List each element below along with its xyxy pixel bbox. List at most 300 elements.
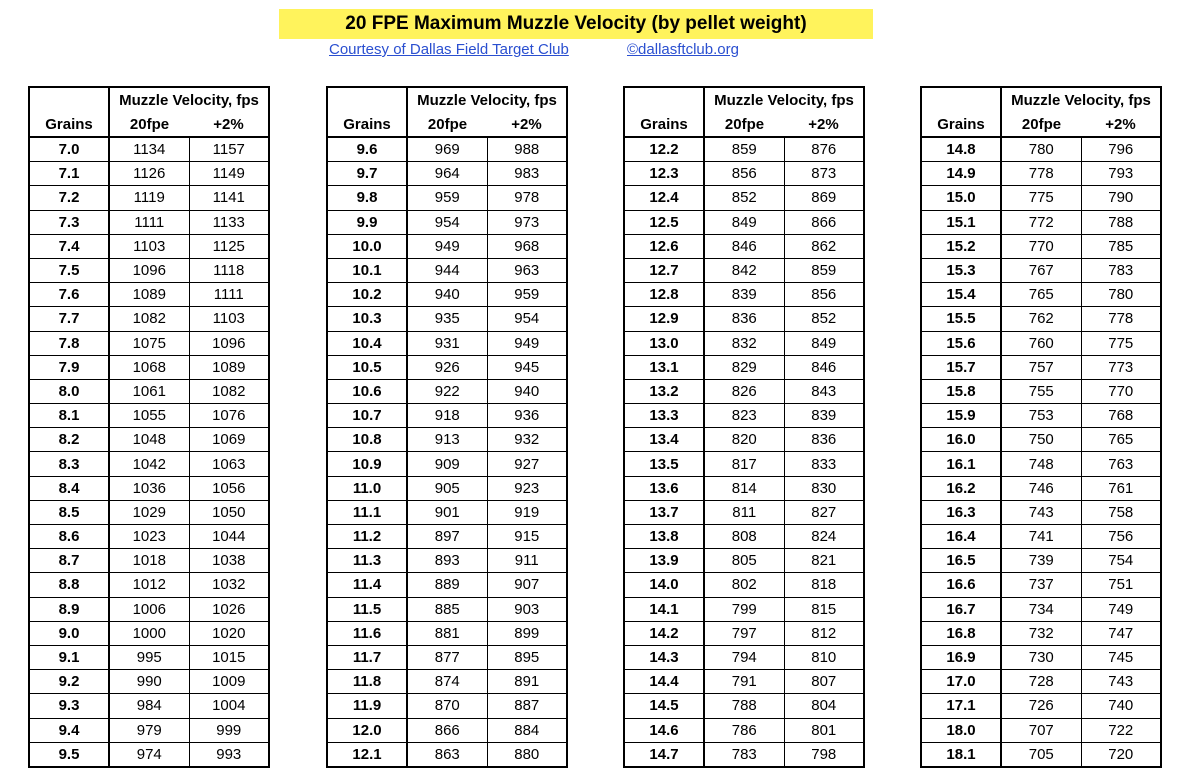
table-row: [29, 645, 269, 669]
grains-cell: 14.1: [624, 597, 704, 621]
table-row: [624, 452, 864, 476]
fpe-cell: 846: [704, 234, 784, 258]
plus2-cell: 812: [784, 621, 864, 645]
table-row: [29, 573, 269, 597]
plus2-header: +2%: [487, 114, 567, 137]
plus2-cell: 807: [784, 670, 864, 694]
table-row: [624, 718, 864, 742]
fpe-cell: 866: [407, 718, 487, 742]
plus2-cell: 773: [1081, 355, 1161, 379]
fpe-cell: 949: [407, 234, 487, 258]
plus2-cell: 1133: [189, 210, 269, 234]
table-row: [921, 137, 1161, 162]
table-row: [327, 549, 567, 573]
table-row: [921, 379, 1161, 403]
table-row: [624, 742, 864, 767]
fpe-cell: 842: [704, 258, 784, 282]
grains-cell: 13.3: [624, 404, 704, 428]
grains-header: Grains: [921, 114, 1001, 137]
plus2-cell: 899: [487, 621, 567, 645]
table-row: [921, 331, 1161, 355]
table-row: [29, 331, 269, 355]
grains-cell: 16.9: [921, 645, 1001, 669]
fpe-cell: 728: [1001, 670, 1081, 694]
fpe-cell: 852: [704, 186, 784, 210]
grains-cell: 10.7: [327, 404, 407, 428]
fpe-cell: 748: [1001, 452, 1081, 476]
plus2-cell: 915: [487, 525, 567, 549]
table-row: [921, 670, 1161, 694]
grains-cell: 15.4: [921, 283, 1001, 307]
grains-cell: 8.9: [29, 597, 109, 621]
courtesy-link[interactable]: Courtesy of Dallas Field Target Club: [329, 41, 569, 58]
fpe-cell: 732: [1001, 621, 1081, 645]
grains-cell: 15.1: [921, 210, 1001, 234]
table-row: [29, 476, 269, 500]
fpe-cell: 726: [1001, 694, 1081, 718]
grains-cell: 7.8: [29, 331, 109, 355]
table-row: [29, 500, 269, 524]
plus2-cell: 1082: [189, 379, 269, 403]
fpe-cell: 935: [407, 307, 487, 331]
grains-cell: 14.8: [921, 137, 1001, 162]
grains-cell: 10.8: [327, 428, 407, 452]
table-row: [327, 258, 567, 282]
plus2-cell: 891: [487, 670, 567, 694]
grains-cell: 17.1: [921, 694, 1001, 718]
fpe-cell: 765: [1001, 283, 1081, 307]
grains-cell: 7.4: [29, 234, 109, 258]
plus2-cell: 911: [487, 549, 567, 573]
plus2-cell: 843: [784, 379, 864, 403]
page-title: 20 FPE Maximum Muzzle Velocity (by pellet weight): [279, 9, 873, 39]
fpe-cell: 940: [407, 283, 487, 307]
plus2-cell: 876: [784, 137, 864, 162]
fpe-cell: 1061: [109, 379, 189, 403]
table-row: [327, 452, 567, 476]
velocity-table-3: [623, 86, 865, 768]
table-row: [921, 258, 1161, 282]
plus2-cell: 1026: [189, 597, 269, 621]
grains-cell: 12.6: [624, 234, 704, 258]
plus2-cell: 1020: [189, 621, 269, 645]
table-row: [327, 428, 567, 452]
plus2-cell: 754: [1081, 549, 1161, 573]
fpe-header: 20fpe: [407, 114, 487, 137]
page-header: [0, 0, 1188, 66]
plus2-cell: 959: [487, 283, 567, 307]
table-row: [327, 186, 567, 210]
grains-cell: 7.2: [29, 186, 109, 210]
fpe-cell: 1012: [109, 573, 189, 597]
grains-cell: 11.2: [327, 525, 407, 549]
fpe-cell: 969: [407, 137, 487, 162]
grains-cell: 8.1: [29, 404, 109, 428]
table-row: [624, 404, 864, 428]
plus2-cell: 999: [189, 718, 269, 742]
plus2-cell: 758: [1081, 500, 1161, 524]
table-row: [624, 355, 864, 379]
grains-cell: 8.3: [29, 452, 109, 476]
plus2-cell: 983: [487, 162, 567, 186]
plus2-cell: 862: [784, 234, 864, 258]
fpe-cell: 739: [1001, 549, 1081, 573]
fpe-header: 20fpe: [704, 114, 784, 137]
plus2-cell: 993: [189, 742, 269, 767]
plus2-header: +2%: [1081, 114, 1161, 137]
fpe-cell: 1023: [109, 525, 189, 549]
plus2-cell: 1069: [189, 428, 269, 452]
grains-cell: 16.3: [921, 500, 1001, 524]
table-row: [327, 597, 567, 621]
grains-cell: 13.6: [624, 476, 704, 500]
fpe-cell: 1111: [109, 210, 189, 234]
grains-cell: 11.1: [327, 500, 407, 524]
plus2-cell: 1056: [189, 476, 269, 500]
grains-cell: 13.1: [624, 355, 704, 379]
fpe-cell: 799: [704, 597, 784, 621]
grains-cell: 11.4: [327, 573, 407, 597]
table-row: [921, 621, 1161, 645]
grains-cell: 15.2: [921, 234, 1001, 258]
fpe-cell: 859: [704, 137, 784, 162]
fpe-cell: 1082: [109, 307, 189, 331]
table-row: [624, 500, 864, 524]
grains-cell: 15.8: [921, 379, 1001, 403]
table-row: [29, 621, 269, 645]
grains-cell: 11.8: [327, 670, 407, 694]
table-row: [327, 645, 567, 669]
fpe-cell: 889: [407, 573, 487, 597]
fpe-cell: 734: [1001, 597, 1081, 621]
plus2-cell: 884: [487, 718, 567, 742]
fpe-cell: 849: [704, 210, 784, 234]
grains-cell: 11.6: [327, 621, 407, 645]
fpe-cell: 707: [1001, 718, 1081, 742]
fpe-cell: 762: [1001, 307, 1081, 331]
plus2-cell: 780: [1081, 283, 1161, 307]
fpe-cell: 1006: [109, 597, 189, 621]
table-row: [29, 379, 269, 403]
grains-cell: 9.1: [29, 645, 109, 669]
fpe-cell: 791: [704, 670, 784, 694]
plus2-cell: 963: [487, 258, 567, 282]
plus2-cell: 788: [1081, 210, 1161, 234]
plus2-cell: 1076: [189, 404, 269, 428]
plus2-cell: 747: [1081, 621, 1161, 645]
grains-cell: 7.0: [29, 137, 109, 162]
table-row: [624, 670, 864, 694]
plus2-cell: 932: [487, 428, 567, 452]
table-row: [29, 525, 269, 549]
fpe-cell: 746: [1001, 476, 1081, 500]
table-row: [624, 549, 864, 573]
fpe-cell: 944: [407, 258, 487, 282]
fpe-cell: 870: [407, 694, 487, 718]
plus2-cell: 973: [487, 210, 567, 234]
fpe-cell: 820: [704, 428, 784, 452]
grains-cell: 16.0: [921, 428, 1001, 452]
grains-cell: 12.9: [624, 307, 704, 331]
table-row: [921, 234, 1161, 258]
table-row: [624, 331, 864, 355]
plus2-cell: 804: [784, 694, 864, 718]
plus2-cell: 852: [784, 307, 864, 331]
grains-cell: 14.9: [921, 162, 1001, 186]
fpe-cell: 926: [407, 355, 487, 379]
plus2-cell: 749: [1081, 597, 1161, 621]
table-row: [624, 428, 864, 452]
grains-cell: 9.9: [327, 210, 407, 234]
plus2-header: +2%: [784, 114, 864, 137]
grains-cell: 15.6: [921, 331, 1001, 355]
fpe-cell: 897: [407, 525, 487, 549]
plus2-cell: 1141: [189, 186, 269, 210]
table-row: [921, 694, 1161, 718]
plus2-cell: 1032: [189, 573, 269, 597]
plus2-cell: 770: [1081, 379, 1161, 403]
plus2-cell: 720: [1081, 742, 1161, 767]
plus2-cell: 1118: [189, 258, 269, 282]
fpe-cell: 750: [1001, 428, 1081, 452]
grains-cell: 16.2: [921, 476, 1001, 500]
fpe-cell: 874: [407, 670, 487, 694]
table-row: [921, 476, 1161, 500]
fpe-cell: 755: [1001, 379, 1081, 403]
grains-cell: 12.4: [624, 186, 704, 210]
plus2-cell: 824: [784, 525, 864, 549]
fpe-cell: 778: [1001, 162, 1081, 186]
fpe-cell: 811: [704, 500, 784, 524]
fpe-cell: 783: [704, 742, 784, 767]
table-row: [29, 137, 269, 162]
grains-cell: 8.4: [29, 476, 109, 500]
fpe-header: 20fpe: [109, 114, 189, 137]
muzzle-velocity-header: Muzzle Velocity, fps: [704, 87, 864, 114]
grains-cell: 13.5: [624, 452, 704, 476]
muzzle-velocity-header: Muzzle Velocity, fps: [1001, 87, 1161, 114]
table-row: [624, 573, 864, 597]
plus2-cell: 849: [784, 331, 864, 355]
table-row: [624, 210, 864, 234]
plus2-cell: 927: [487, 452, 567, 476]
plus2-cell: 923: [487, 476, 567, 500]
plus2-cell: 1157: [189, 137, 269, 162]
plus2-cell: 743: [1081, 670, 1161, 694]
fpe-cell: 802: [704, 573, 784, 597]
grains-cell: 8.0: [29, 379, 109, 403]
muzzle-velocity-header: Muzzle Velocity, fps: [407, 87, 567, 114]
grains-cell: 10.4: [327, 331, 407, 355]
plus2-cell: 1111: [189, 283, 269, 307]
fpe-cell: 757: [1001, 355, 1081, 379]
fpe-cell: 797: [704, 621, 784, 645]
table-row: [327, 355, 567, 379]
plus2-cell: 798: [784, 742, 864, 767]
grains-cell: 16.6: [921, 573, 1001, 597]
grains-cell: 7.6: [29, 283, 109, 307]
plus2-cell: 815: [784, 597, 864, 621]
plus2-cell: 722: [1081, 718, 1161, 742]
fpe-cell: 805: [704, 549, 784, 573]
table-row: [624, 476, 864, 500]
fpe-cell: 730: [1001, 645, 1081, 669]
grains-cell: 8.2: [29, 428, 109, 452]
grains-cell: 17.0: [921, 670, 1001, 694]
fpe-cell: 836: [704, 307, 784, 331]
grains-cell: 10.3: [327, 307, 407, 331]
grains-cell: 9.3: [29, 694, 109, 718]
plus2-cell: 783: [1081, 258, 1161, 282]
table-row: [921, 549, 1161, 573]
plus2-cell: 846: [784, 355, 864, 379]
grains-header: Grains: [29, 114, 109, 137]
grains-cell: 14.2: [624, 621, 704, 645]
grains-cell: 9.0: [29, 621, 109, 645]
fpe-cell: 770: [1001, 234, 1081, 258]
table-row: [29, 597, 269, 621]
table-row: [921, 428, 1161, 452]
grains-cell: 8.7: [29, 549, 109, 573]
fpe-cell: 817: [704, 452, 784, 476]
grains-cell: 8.5: [29, 500, 109, 524]
fpe-cell: 881: [407, 621, 487, 645]
fpe-cell: 1055: [109, 404, 189, 428]
table-row: [327, 670, 567, 694]
plus2-cell: 949: [487, 331, 567, 355]
plus2-cell: 818: [784, 573, 864, 597]
table-row: [921, 355, 1161, 379]
grains-cell: 10.5: [327, 355, 407, 379]
grains-cell: 16.4: [921, 525, 1001, 549]
grains-cell: 16.8: [921, 621, 1001, 645]
plus2-cell: 1096: [189, 331, 269, 355]
grains-cell: 12.3: [624, 162, 704, 186]
grains-cell: 10.1: [327, 258, 407, 282]
plus2-cell: 751: [1081, 573, 1161, 597]
table-row: [921, 283, 1161, 307]
grains-cell: 11.9: [327, 694, 407, 718]
table-row: [29, 186, 269, 210]
fpe-cell: 959: [407, 186, 487, 210]
fpe-cell: 922: [407, 379, 487, 403]
grains-cell: 13.0: [624, 331, 704, 355]
fpe-cell: 753: [1001, 404, 1081, 428]
plus2-header: +2%: [189, 114, 269, 137]
fpe-cell: 767: [1001, 258, 1081, 282]
grains-cell: 10.9: [327, 452, 407, 476]
table-row: [327, 573, 567, 597]
fpe-cell: 826: [704, 379, 784, 403]
muzzle-velocity-header: Muzzle Velocity, fps: [109, 87, 269, 114]
fpe-cell: 1103: [109, 234, 189, 258]
grains-cell: 9.2: [29, 670, 109, 694]
fpe-cell: 743: [1001, 500, 1081, 524]
plus2-cell: 895: [487, 645, 567, 669]
table-row: [327, 307, 567, 331]
plus2-cell: 827: [784, 500, 864, 524]
fpe-cell: 1036: [109, 476, 189, 500]
plus2-cell: 1050: [189, 500, 269, 524]
grains-cell: 7.9: [29, 355, 109, 379]
fpe-cell: 954: [407, 210, 487, 234]
plus2-cell: 1089: [189, 355, 269, 379]
fpe-cell: 1068: [109, 355, 189, 379]
plus2-cell: 903: [487, 597, 567, 621]
fpe-cell: 863: [407, 742, 487, 767]
fpe-cell: 823: [704, 404, 784, 428]
grains-cell: 7.1: [29, 162, 109, 186]
grains-cell: 11.0: [327, 476, 407, 500]
table-row: [624, 186, 864, 210]
table-row: [29, 452, 269, 476]
fpe-cell: 1048: [109, 428, 189, 452]
grains-cell: 10.6: [327, 379, 407, 403]
grains-cell: 15.7: [921, 355, 1001, 379]
plus2-cell: 1149: [189, 162, 269, 186]
fpe-cell: 780: [1001, 137, 1081, 162]
grains-cell: 9.5: [29, 742, 109, 767]
grains-cell: 12.8: [624, 283, 704, 307]
grains-cell: 16.1: [921, 452, 1001, 476]
plus2-cell: 978: [487, 186, 567, 210]
table-row: [327, 525, 567, 549]
fpe-cell: 829: [704, 355, 784, 379]
table-row: [29, 404, 269, 428]
fpe-cell: 1018: [109, 549, 189, 573]
fpe-header: 20fpe: [1001, 114, 1081, 137]
fpe-cell: 814: [704, 476, 784, 500]
plus2-cell: 1063: [189, 452, 269, 476]
plus2-cell: 859: [784, 258, 864, 282]
table-row: [624, 258, 864, 282]
fpe-cell: 918: [407, 404, 487, 428]
fpe-cell: 856: [704, 162, 784, 186]
grains-cell: 12.1: [327, 742, 407, 767]
table-row: [327, 137, 567, 162]
grains-cell: 9.6: [327, 137, 407, 162]
velocity-table-4: [920, 86, 1162, 768]
table-row: [29, 718, 269, 742]
grains-cell: 13.4: [624, 428, 704, 452]
grains-cell: 14.7: [624, 742, 704, 767]
grains-cell: 10.2: [327, 283, 407, 307]
fpe-cell: 772: [1001, 210, 1081, 234]
plus2-cell: 836: [784, 428, 864, 452]
plus2-cell: 988: [487, 137, 567, 162]
table-row: [921, 452, 1161, 476]
grains-cell: 14.5: [624, 694, 704, 718]
fpe-cell: 1075: [109, 331, 189, 355]
grains-cell: 18.0: [921, 718, 1001, 742]
grains-cell: 16.7: [921, 597, 1001, 621]
website-link[interactable]: ©dallasftclub.org: [627, 41, 739, 58]
table-row: [327, 742, 567, 767]
plus2-cell: 763: [1081, 452, 1161, 476]
grains-cell: 7.3: [29, 210, 109, 234]
plus2-cell: 856: [784, 283, 864, 307]
grains-cell: 7.7: [29, 307, 109, 331]
grains-cell: 14.0: [624, 573, 704, 597]
table-row: [624, 283, 864, 307]
plus2-cell: 801: [784, 718, 864, 742]
fpe-cell: 1096: [109, 258, 189, 282]
fpe-cell: 901: [407, 500, 487, 524]
table-row: [921, 573, 1161, 597]
grains-header: Grains: [327, 114, 407, 137]
header-blank: [624, 87, 704, 114]
fpe-cell: 913: [407, 428, 487, 452]
